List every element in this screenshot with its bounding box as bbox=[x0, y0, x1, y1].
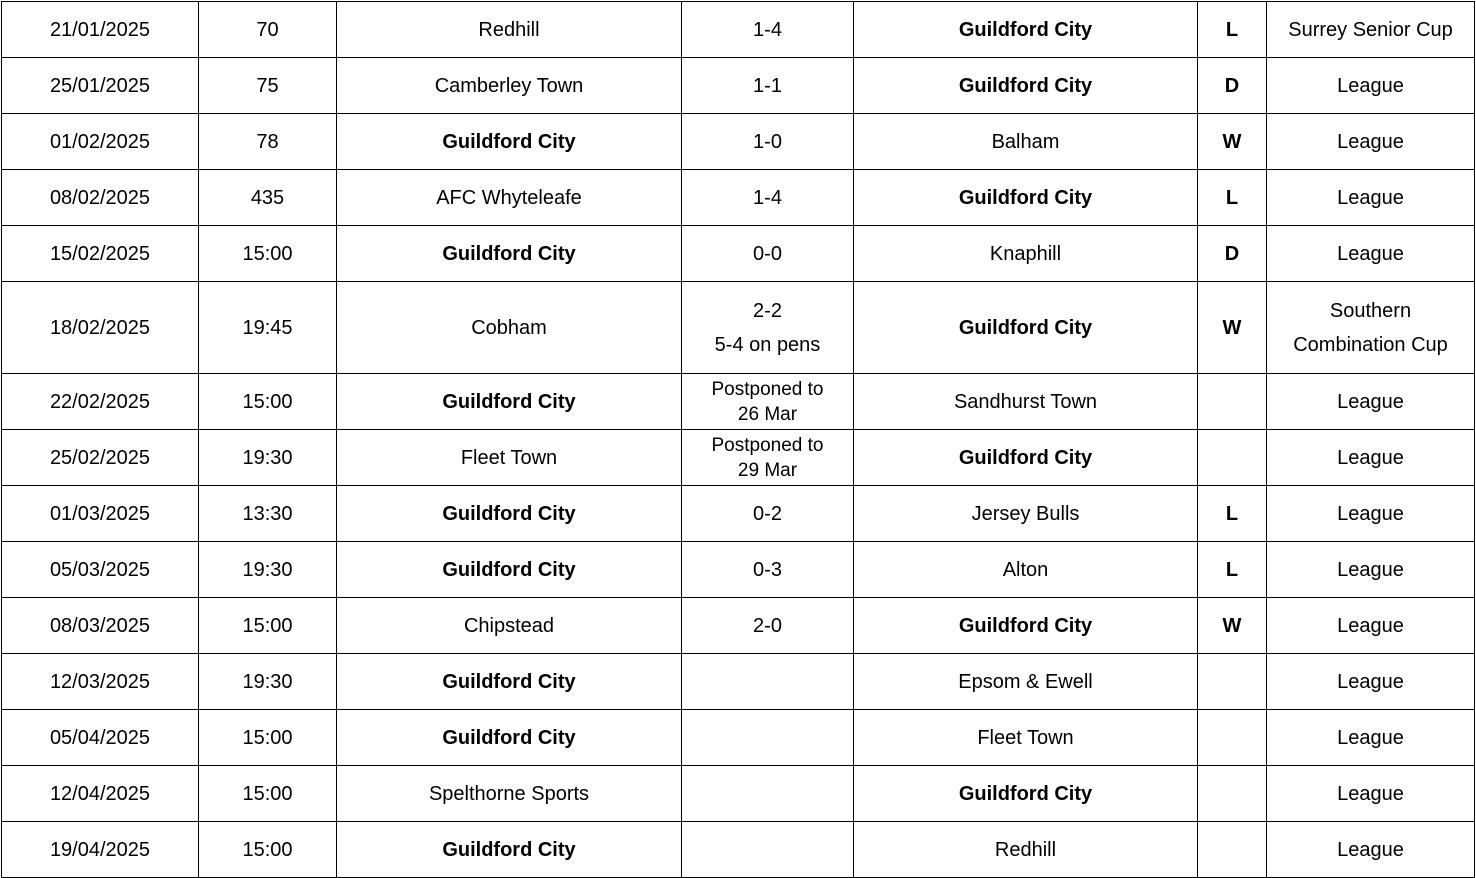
score-cell: 1-4 bbox=[682, 2, 854, 58]
competition-cell: League bbox=[1267, 654, 1475, 710]
competition-line-2: Combination Cup bbox=[1293, 333, 1448, 356]
away-team-cell: Guildford City bbox=[854, 598, 1198, 654]
date-cell: 15/02/2025 bbox=[2, 226, 199, 282]
date-cell: 19/04/2025 bbox=[2, 822, 199, 878]
time-cell: 19:30 bbox=[199, 542, 337, 598]
time-cell: 19:30 bbox=[199, 430, 337, 486]
table-row bbox=[2, 114, 1475, 170]
score-cell: 0-0 bbox=[682, 226, 854, 282]
competition-cell: League bbox=[1267, 430, 1475, 486]
away-team-cell: Jersey Bulls bbox=[854, 486, 1198, 542]
date-cell: 08/03/2025 bbox=[2, 598, 199, 654]
score-cell bbox=[682, 710, 854, 766]
away-team-cell: Alton bbox=[854, 542, 1198, 598]
score-cell: 0-3 bbox=[682, 542, 854, 598]
score-cell: 1-4 bbox=[682, 170, 854, 226]
result-cell: W bbox=[1198, 114, 1267, 170]
table-row bbox=[2, 822, 1475, 878]
competition-cell: League bbox=[1267, 598, 1475, 654]
away-team-cell: Balham bbox=[854, 114, 1198, 170]
postponed-date: 29 Mar bbox=[737, 459, 798, 481]
result-cell bbox=[1198, 766, 1267, 822]
date-cell: 12/03/2025 bbox=[2, 654, 199, 710]
home-team-cell: Guildford City bbox=[337, 226, 682, 282]
table-row bbox=[2, 374, 1475, 430]
score-cell: 0-2 bbox=[682, 486, 854, 542]
away-team-cell: Knaphill bbox=[854, 226, 1198, 282]
result-cell: D bbox=[1198, 226, 1267, 282]
score-cell bbox=[682, 374, 854, 430]
away-team-cell: Guildford City bbox=[854, 170, 1198, 226]
away-team-cell: Fleet Town bbox=[854, 710, 1198, 766]
result-cell bbox=[1198, 822, 1267, 878]
result-cell bbox=[1198, 374, 1267, 430]
time-cell: 15:00 bbox=[199, 822, 337, 878]
date-cell: 05/03/2025 bbox=[2, 542, 199, 598]
away-team-cell: Redhill bbox=[854, 822, 1198, 878]
result-cell bbox=[1198, 710, 1267, 766]
table-row bbox=[2, 710, 1475, 766]
away-team-cell: Sandhurst Town bbox=[854, 374, 1198, 430]
home-team-cell: Spelthorne Sports bbox=[337, 766, 682, 822]
time-cell: 78 bbox=[199, 114, 337, 170]
time-cell: 70 bbox=[199, 2, 337, 58]
postponed-date: 26 Mar bbox=[737, 403, 798, 425]
result-cell: L bbox=[1198, 170, 1267, 226]
competition-cell: League bbox=[1267, 170, 1475, 226]
date-cell: 05/04/2025 bbox=[2, 710, 199, 766]
home-team-cell: Guildford City bbox=[337, 374, 682, 430]
time-cell: 19:30 bbox=[199, 654, 337, 710]
competition-cell: League bbox=[1267, 374, 1475, 430]
score-cell bbox=[682, 766, 854, 822]
away-team-cell: Guildford City bbox=[854, 766, 1198, 822]
date-cell: 08/02/2025 bbox=[2, 170, 199, 226]
away-team-cell: Guildford City bbox=[854, 2, 1198, 58]
table-row bbox=[2, 542, 1475, 598]
score-cell: 1-0 bbox=[682, 114, 854, 170]
result-cell: L bbox=[1198, 542, 1267, 598]
home-team-cell: AFC Whyteleafe bbox=[337, 170, 682, 226]
home-team-cell: Guildford City bbox=[337, 486, 682, 542]
date-cell: 01/03/2025 bbox=[2, 486, 199, 542]
competition-cell bbox=[1267, 282, 1475, 374]
time-cell: 15:00 bbox=[199, 710, 337, 766]
time-cell: 19:45 bbox=[199, 282, 337, 374]
competition-cell: League bbox=[1267, 822, 1475, 878]
time-cell: 15:00 bbox=[199, 766, 337, 822]
home-team-cell: Guildford City bbox=[337, 114, 682, 170]
score-cell: 2-0 bbox=[682, 598, 854, 654]
home-team-cell: Guildford City bbox=[337, 654, 682, 710]
table-row bbox=[2, 170, 1475, 226]
date-cell: 25/01/2025 bbox=[2, 58, 199, 114]
home-team-cell: Chipstead bbox=[337, 598, 682, 654]
result-cell: L bbox=[1198, 2, 1267, 58]
home-team-cell: Guildford City bbox=[337, 542, 682, 598]
score-cell bbox=[682, 822, 854, 878]
result-cell: W bbox=[1198, 282, 1267, 374]
home-team-cell: Cobham bbox=[337, 282, 682, 374]
result-cell: W bbox=[1198, 598, 1267, 654]
postponed-text: Postponed to bbox=[711, 434, 824, 456]
date-cell: 25/02/2025 bbox=[2, 430, 199, 486]
away-team-cell: Guildford City bbox=[854, 58, 1198, 114]
result-cell bbox=[1198, 430, 1267, 486]
date-cell: 01/02/2025 bbox=[2, 114, 199, 170]
table-row bbox=[2, 2, 1475, 58]
result-cell: L bbox=[1198, 486, 1267, 542]
table-row bbox=[2, 282, 1475, 374]
table-row bbox=[2, 226, 1475, 282]
competition-cell: League bbox=[1267, 710, 1475, 766]
home-team-cell: Redhill bbox=[337, 2, 682, 58]
competition-cell: League bbox=[1267, 486, 1475, 542]
result-cell bbox=[1198, 654, 1267, 710]
score-cell: 1-1 bbox=[682, 58, 854, 114]
home-team-cell: Camberley Town bbox=[337, 58, 682, 114]
score-text: 2-2 bbox=[753, 299, 782, 322]
competition-cell: League bbox=[1267, 766, 1475, 822]
away-team-cell: Epsom & Ewell bbox=[854, 654, 1198, 710]
competition-line-1: Southern bbox=[1329, 299, 1412, 322]
postponed-text: Postponed to bbox=[711, 378, 824, 400]
time-cell: 15:00 bbox=[199, 374, 337, 430]
date-cell: 12/04/2025 bbox=[2, 766, 199, 822]
time-cell: 13:30 bbox=[199, 486, 337, 542]
competition-cell: League bbox=[1267, 114, 1475, 170]
score-cell bbox=[682, 430, 854, 486]
score-cell bbox=[682, 654, 854, 710]
home-team-cell: Fleet Town bbox=[337, 430, 682, 486]
time-cell: 75 bbox=[199, 58, 337, 114]
competition-cell: Surrey Senior Cup bbox=[1267, 2, 1475, 58]
table-row bbox=[2, 58, 1475, 114]
home-team-cell: Guildford City bbox=[337, 822, 682, 878]
table-row bbox=[2, 598, 1475, 654]
home-team-cell: Guildford City bbox=[337, 710, 682, 766]
score-cell bbox=[682, 282, 854, 374]
table-row bbox=[2, 486, 1475, 542]
competition-cell: League bbox=[1267, 58, 1475, 114]
away-team-cell: Guildford City bbox=[854, 430, 1198, 486]
fixtures-table bbox=[1, 1, 1475, 878]
time-cell: 15:00 bbox=[199, 226, 337, 282]
away-team-cell: Guildford City bbox=[854, 282, 1198, 374]
time-cell: 15:00 bbox=[199, 598, 337, 654]
table-row bbox=[2, 430, 1475, 486]
date-cell: 22/02/2025 bbox=[2, 374, 199, 430]
competition-cell: League bbox=[1267, 226, 1475, 282]
table-row bbox=[2, 766, 1475, 822]
table-row bbox=[2, 654, 1475, 710]
penalty-note: 5-4 on pens bbox=[714, 333, 821, 356]
date-cell: 21/01/2025 bbox=[2, 2, 199, 58]
competition-cell: League bbox=[1267, 542, 1475, 598]
result-cell: D bbox=[1198, 58, 1267, 114]
date-cell: 18/02/2025 bbox=[2, 282, 199, 374]
time-cell: 435 bbox=[199, 170, 337, 226]
